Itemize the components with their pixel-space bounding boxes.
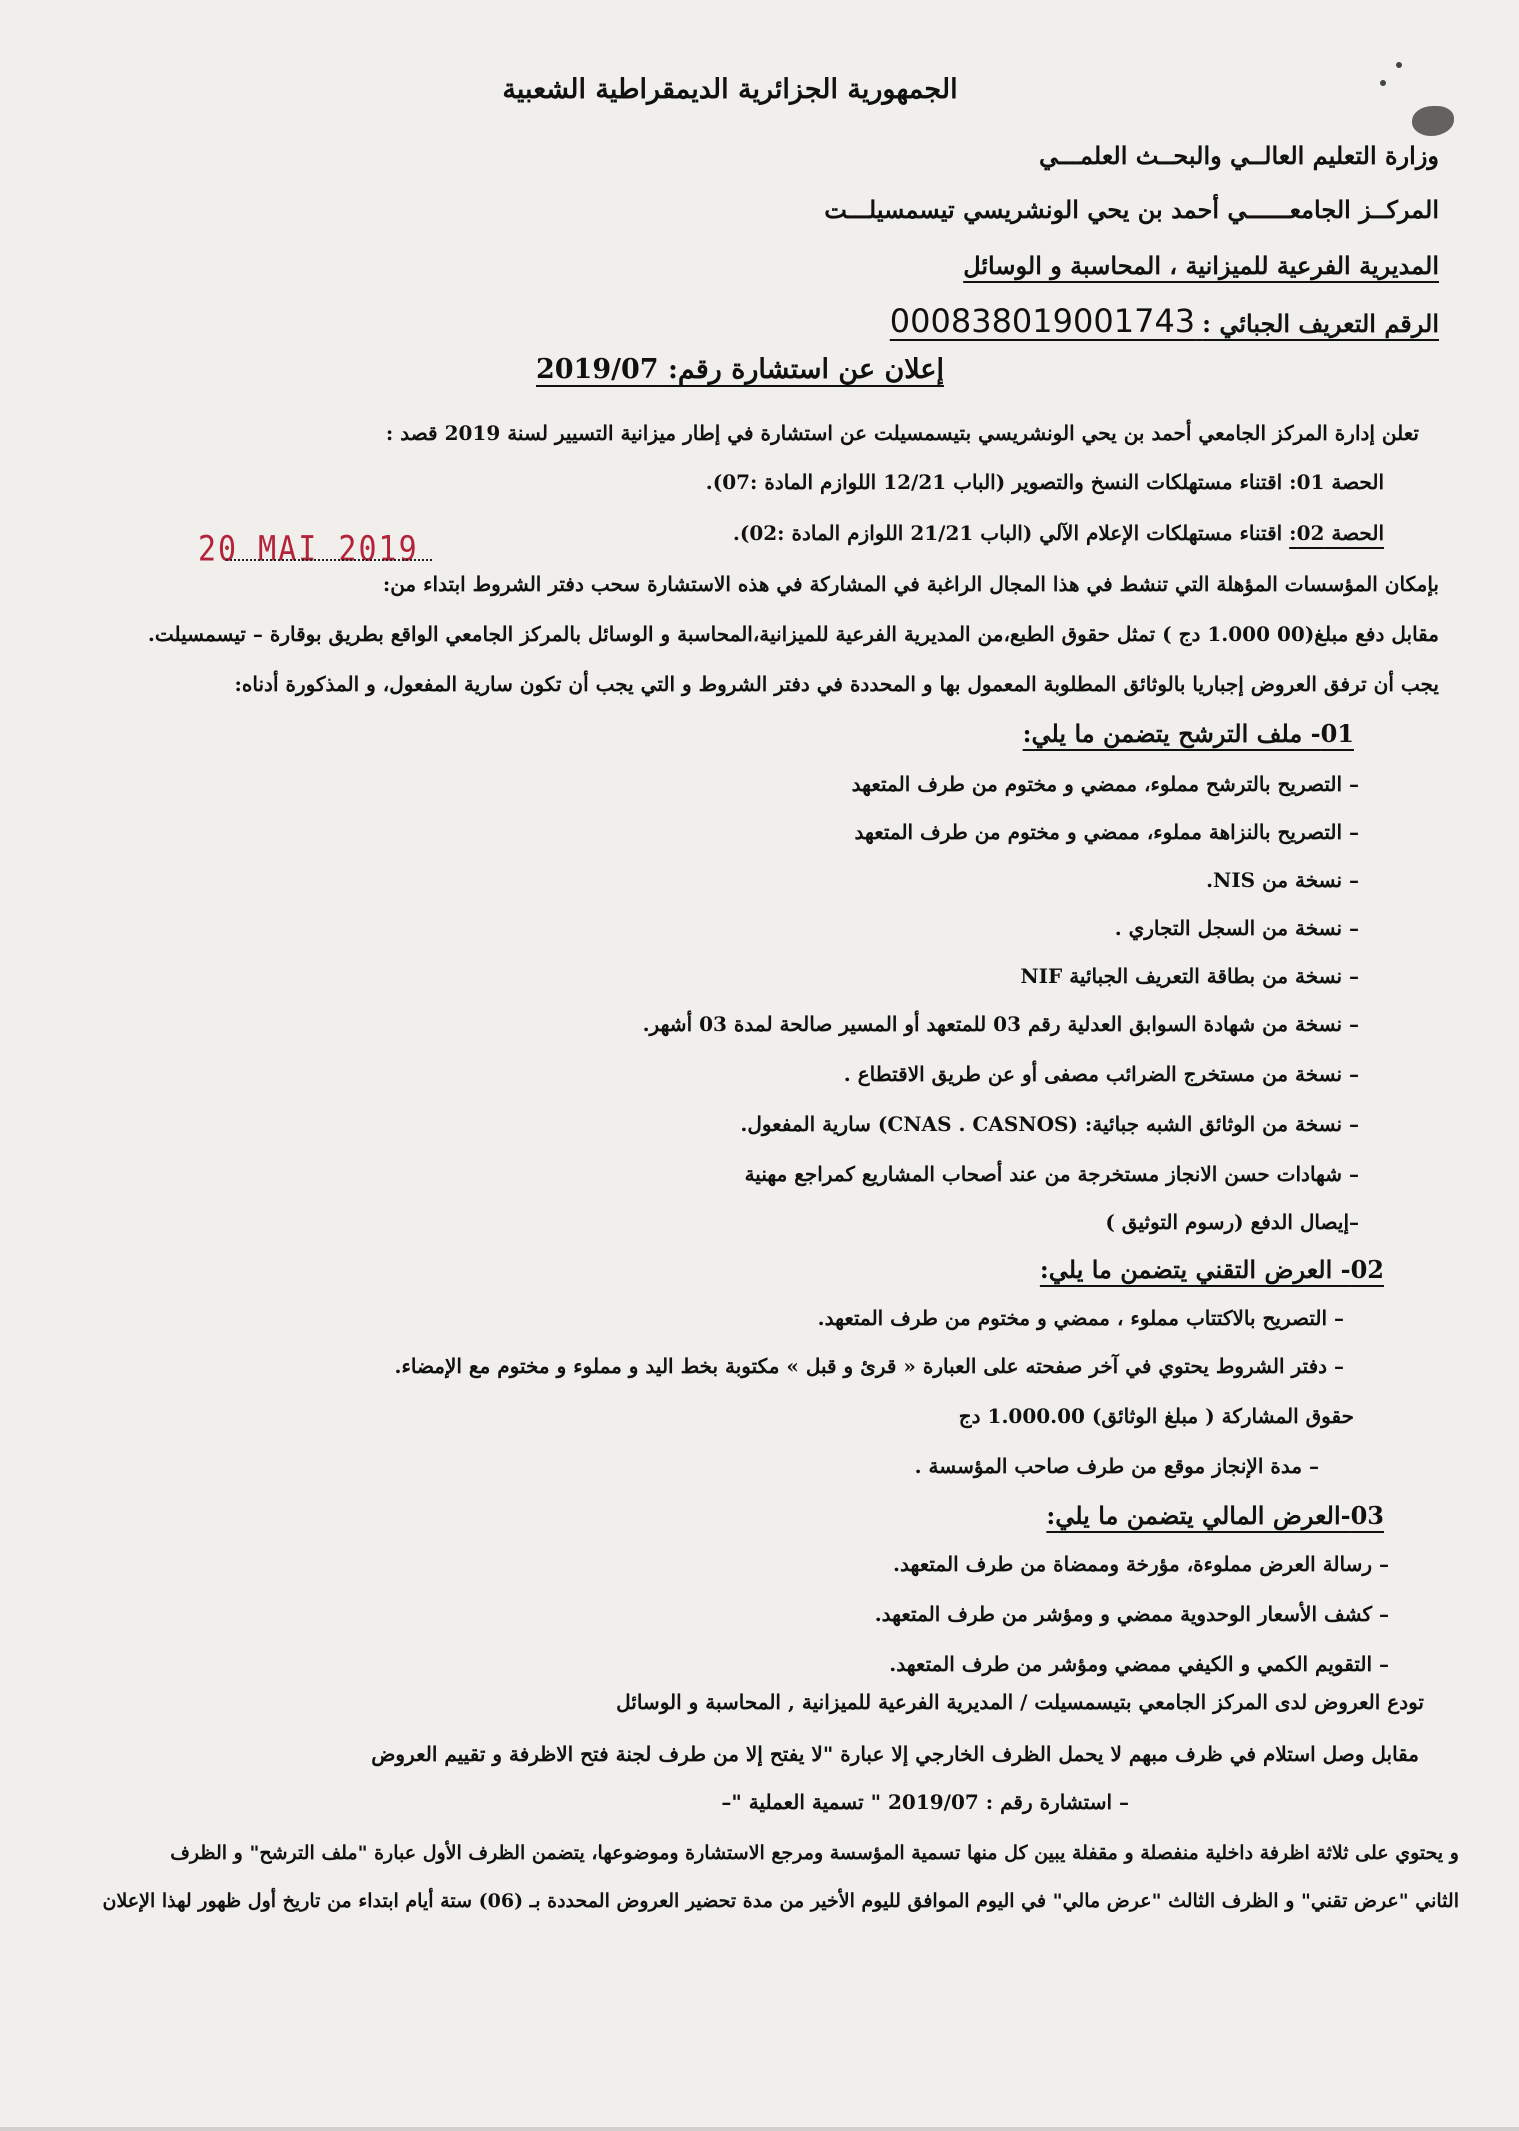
closing-line-5: الثاني "عرض تقني" و الظرف الثالث "عرض مالي" في اليوم الموافق لليوم الأخير من مدة تحضير العروض المحددة بـ (06) ستة أيام ابتداء من تاريخ أول ظهور لهذا الإعلان bbox=[102, 1890, 1459, 1912]
lot-text: اقتناء مستهلكات النسخ والتصوير (الباب 12/21 اللوازم المادة :07). bbox=[705, 470, 1283, 494]
list-item: – نسخة من الوثائق الشبه جبائية: (CNAS . CASNOS) سارية المفعول. bbox=[740, 1112, 1359, 1136]
closing-line-3: – استشارة رقم : 2019/07 " تسمية العملية "– bbox=[721, 1790, 1129, 1814]
list-item: – نسخة من شهادة السوابق العدلية رقم 03 للمتعهد أو المسير صالحة لمدة 03 أشهر. bbox=[642, 1012, 1359, 1036]
list-item: – رسالة العرض مملوءة، مؤرخة وممضاة من طرف المتعهد. bbox=[893, 1552, 1389, 1576]
lot-label: الحصة 01: bbox=[1289, 470, 1384, 494]
closing-line-2: مقابل وصل استلام في ظرف مبهم لا يحمل الظرف الخارجي إلا عبارة "لا يفتح إلا من طرف لجنة فتح الاظرفة و تقييم العروض bbox=[371, 1742, 1419, 1766]
ink-blot bbox=[1412, 106, 1454, 136]
page-edge bbox=[0, 2127, 1519, 2131]
section-3-title: 03-العرض المالي يتضمن ما يلي: bbox=[1046, 1501, 1384, 1530]
list-item: – كشف الأسعار الوحدوية ممضي و ومؤشر من طرف المتعهد. bbox=[874, 1602, 1389, 1626]
center-name: المركــز الجامعــــــي أحمد بن يحي الونشريسي تيسمسيلـــت bbox=[824, 195, 1439, 224]
list-item: – مدة الإنجاز موقع من طرف صاحب المؤسسة . bbox=[914, 1454, 1319, 1478]
intro-paragraph: تعلن إدارة المركز الجامعي أحمد بن يحي الونشريسي بتيسمسيلت عن استشارة في إطار ميزانية التسيير لسنة 2019 قصد : bbox=[385, 421, 1419, 445]
list-item: –إيصال الدفع (رسوم التوثيق ) bbox=[1105, 1210, 1359, 1234]
list-item: – التصريح بالنزاهة مملوء، ممضي و مختوم من طرف المتعهد bbox=[854, 820, 1359, 844]
list-item: – التصريح بالترشح مملوء، ممضي و مختوم من طرف المتعهد bbox=[851, 772, 1359, 796]
ink-dot bbox=[1396, 62, 1402, 68]
date-stamp: 20 MAI 2019 bbox=[198, 529, 419, 570]
ministry-name: وزارة التعليم العالــي والبحــث العلمـــي bbox=[1038, 141, 1439, 170]
closing-line-4: و يحتوي على ثلاثة اظرفة داخلية منفصلة و مقفلة يبين كل منها تسمية المؤسسة ومرجع الاستشارة وموضوعها، يتضمن الظرف الأول عبارة "ملف الترشح" و الظرف bbox=[170, 1842, 1459, 1864]
lot-label: الحصة 02: bbox=[1289, 521, 1384, 545]
eligibility-line-3: يجب أن ترفق العروض إجباريا بالوثائق المطلوبة المعمول بها و المحددة في دفتر الشروط و التي يجب أن تكون سارية المفعول، و المذكورة أدناه: bbox=[234, 672, 1439, 696]
page-title: إعلان عن استشارة رقم: 2019/07 bbox=[535, 354, 945, 385]
list-item: – التصريح بالاكتتاب مملوء ، ممضي و مختوم من طرف المتعهد. bbox=[817, 1306, 1344, 1330]
lot-text: اقتناء مستهلكات الإعلام الآلي (الباب 21/21 اللوازم المادة :02). bbox=[732, 521, 1283, 545]
list-item: – دفتر الشروط يحتوي في آخر صفحته على العبارة « قرئ و قبل » مكتوبة بخط اليد و مملوء و مختوم مع الإمضاء. bbox=[394, 1354, 1344, 1378]
eligibility-line-1: بإمكان المؤسسات المؤهلة التي تنشط في هذا المجال الراغبة في المشاركة في هذه الاستشارة سحب دفتر الشروط ابتداء من: bbox=[382, 572, 1439, 596]
list-item: حقوق المشاركة ( مبلغ الوثائق) 1.000.00 دج bbox=[958, 1404, 1354, 1428]
list-item: – نسخة من السجل التجاري . bbox=[1114, 916, 1359, 940]
directorate-name: المديرية الفرعية للميزانية ، المحاسبة و الوسائل bbox=[963, 251, 1439, 280]
list-item: – نسخة من بطاقة التعريف الجبائية NIF bbox=[1020, 964, 1359, 988]
ink-dot bbox=[1380, 80, 1386, 86]
date-blank-line bbox=[226, 559, 432, 561]
list-item: – التقويم الكمي و الكيفي ممضي ومؤشر من طرف المتعهد. bbox=[889, 1652, 1389, 1676]
nif-row bbox=[890, 302, 1439, 340]
lot-01 bbox=[706, 470, 1384, 494]
list-item: – نسخة من NIS. bbox=[1206, 868, 1359, 892]
eligibility-line-2: مقابل دفع مبلغ(00 1.000 دج ) تمثل حقوق الطبع،من المديرية الفرعية للميزانية،المحاسبة و الوسائل بالمركز الجامعي الواقع بطريق بوقارة – تيسمسيلت. bbox=[147, 622, 1439, 646]
list-item: – نسخة من مستخرج الضرائب مصفى أو عن طريق الاقتطاع . bbox=[843, 1062, 1359, 1086]
nif-label: الرقم التعريف الجبائي : bbox=[1202, 309, 1439, 338]
section-1-title: 01- ملف الترشح يتضمن ما يلي: bbox=[1022, 719, 1354, 748]
nif-value: 000838019001743 bbox=[889, 302, 1196, 340]
list-item: – شهادات حسن الانجاز مستخرجة من عند أصحاب المشاريع كمراجع مهنية bbox=[744, 1162, 1359, 1186]
republic-heading: الجمهورية الجزائرية الديمقراطية الشعبية bbox=[502, 74, 958, 105]
section-2-title: 02- العرض التقني يتضمن ما يلي: bbox=[1039, 1255, 1384, 1284]
lot-02 bbox=[733, 521, 1384, 545]
closing-line-1: تودع العروض لدى المركز الجامعي بتيسمسيلت / المديرية الفرعية للميزانية , المحاسبة و الوسائل bbox=[616, 1690, 1424, 1714]
